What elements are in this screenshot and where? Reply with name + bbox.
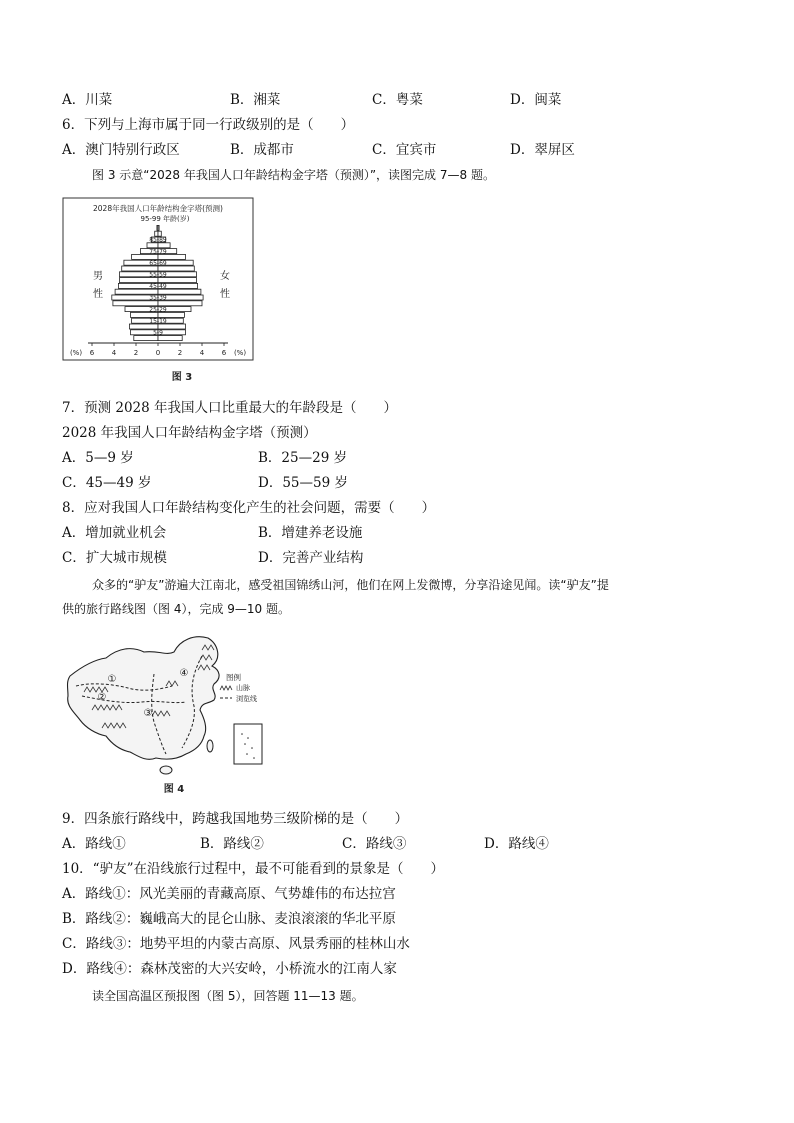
age-label-35-39: 35-39 — [149, 294, 167, 302]
population-pyramid-figure — [62, 197, 254, 387]
population-pyramid-chart — [62, 197, 254, 387]
q10-option-d[interactable]: D．路线④：森林茂密的大兴安岭，小桥流水的江南人家 — [62, 961, 397, 977]
male-bar-90-94 — [155, 231, 158, 236]
q8-stem: 8．应对我国人口年龄结构变化产生的社会问题，需要（ ） — [62, 500, 436, 516]
female-bar-90-94 — [158, 231, 161, 236]
q7-subtitle: 2028 年我国人口年龄结构金字塔（预测） — [62, 425, 317, 441]
age-label-25-29: 25-29 — [149, 306, 167, 314]
q10-stem: 10．“驴友”在沿线旅行过程中，最不可能看到的景象是（ ） — [62, 861, 444, 877]
pyramid-axis-unit-left: (%) — [69, 349, 83, 357]
hainan-island — [160, 766, 172, 774]
q8-option-a[interactable]: A．增加就业机会 — [62, 525, 167, 541]
q7-stem: 7．预测 2028 年我国人口比重最大的年龄段是（ ） — [62, 400, 398, 416]
q7-option-c[interactable]: C．45—49 岁 — [62, 475, 152, 491]
x-tick-label: 2 — [133, 349, 139, 357]
age-label-55-59: 55-59 — [149, 271, 167, 279]
route-2-marker: ② — [97, 692, 107, 703]
q7-option-b[interactable]: B．25—29 岁 — [258, 450, 348, 466]
q6-option-a[interactable]: A．澳门特别行政区 — [62, 142, 180, 158]
q7-option-d[interactable]: D．55—59 岁 — [258, 475, 348, 491]
taiwan-island — [207, 740, 213, 752]
q10-option-a[interactable]: A．路线①：风光美丽的青藏高原、气势雄伟的布达拉宫 — [62, 886, 396, 902]
pyramid-axis-unit-right: (%) — [233, 349, 247, 357]
q7-option-a[interactable]: A．5—9 岁 — [62, 450, 134, 466]
q10-option-c[interactable]: C．路线③：地势平坦的内蒙古高原、风景秀丽的桂林山水 — [62, 936, 410, 952]
age-label-75-79: 75-79 — [149, 248, 167, 256]
fig4-intro-line-2: 供的旅行路线图（图 4），完成 9—10 题。 — [62, 602, 290, 616]
pyramid-male-label-2: 性 — [93, 289, 103, 300]
map-legend — [220, 672, 257, 703]
q9-option-b[interactable]: B．路线② — [200, 836, 264, 852]
route-4-marker: ④ — [179, 668, 189, 679]
fig4-caption: 图 4 — [163, 784, 185, 795]
fig3-intro: 图 3 示意“2028 年我国人口年龄结构金字塔（预测）”，读图完成 7—8 题。 — [92, 168, 495, 182]
pyramid-male-label: 男 — [93, 271, 103, 282]
x-tick-label: 6 — [221, 349, 227, 357]
route-1-marker: ① — [107, 674, 117, 685]
x-tick-label: 2 — [177, 349, 183, 357]
pyramid-title: 2028年我国人口年龄结构金字塔(预测) — [93, 204, 223, 213]
pyramid-female-label: 女 — [220, 271, 230, 282]
q8-option-d[interactable]: D．完善产业结构 — [258, 550, 364, 566]
q6-option-b[interactable]: B．成都市 — [230, 142, 294, 158]
age-label-15-19: 15-19 — [149, 317, 167, 325]
route-map-figure — [62, 630, 282, 798]
q9-option-a[interactable]: A．路线① — [62, 836, 126, 852]
q8-option-c[interactable]: C．扩大城市规模 — [62, 550, 167, 566]
south-china-sea-inset — [234, 724, 262, 764]
pyramid-female-label-2: 性 — [220, 289, 230, 300]
q8-option-b[interactable]: B．增建养老设施 — [258, 525, 363, 541]
q9-option-c[interactable]: C．路线③ — [342, 836, 407, 852]
x-tick-label: 0 — [155, 349, 161, 357]
q5-option-d[interactable]: D．闽菜 — [510, 92, 562, 108]
x-tick-label: 4 — [111, 349, 117, 357]
female-bar-95-99 — [158, 225, 159, 230]
x-tick-label: 4 — [199, 349, 205, 357]
x-tick-label: 6 — [89, 349, 95, 357]
q6-option-d[interactable]: D．翠屏区 — [510, 142, 575, 158]
china-outline — [68, 637, 220, 760]
age-label-45-49: 45-49 — [149, 283, 167, 291]
q5-option-c[interactable]: C．粤菜 — [372, 92, 423, 108]
q10-option-b[interactable]: B．路线②：巍峨高大的昆仑山脉、麦浪滚滚的华北平原 — [62, 911, 396, 927]
age-label-85-89: 85-89 — [149, 236, 167, 244]
q6-option-c[interactable]: C．宜宾市 — [372, 142, 437, 158]
legend-mountain-label: 山脉 — [236, 684, 250, 692]
pyramid-top-label: 95-99 年龄(岁) — [140, 215, 190, 223]
q9-stem: 9．四条旅行路线中，跨越我国地势三级阶梯的是（ ） — [62, 811, 409, 827]
age-label-5-9: 5-9 — [153, 329, 163, 337]
route-3-marker: ③ — [143, 708, 153, 719]
legend-mountain-symbol — [220, 686, 232, 690]
q5-option-b[interactable]: B．湘菜 — [230, 92, 281, 108]
fig5-intro: 读全国高温区预报图（图 5），回答题 11—13 题。 — [92, 989, 364, 1003]
age-label-65-69: 65-69 — [149, 259, 167, 267]
fig3-caption: 图 3 — [171, 372, 193, 383]
q9-option-d[interactable]: D．路线④ — [484, 836, 549, 852]
legend-route-label: 浏览线 — [236, 695, 257, 703]
fig4-intro-line-1: 众多的“驴友”游遍大江南北，感受祖国锦绣山河，他们在网上发微博，分享沿途见闻。读“驴友”提 — [92, 578, 609, 592]
legend-title: 图例 — [226, 673, 241, 682]
q5-option-a[interactable]: A．川菜 — [62, 92, 113, 108]
china-route-map — [62, 630, 282, 798]
q6-stem: 6．下列与上海市属于同一行政级别的是（ ） — [62, 117, 355, 133]
